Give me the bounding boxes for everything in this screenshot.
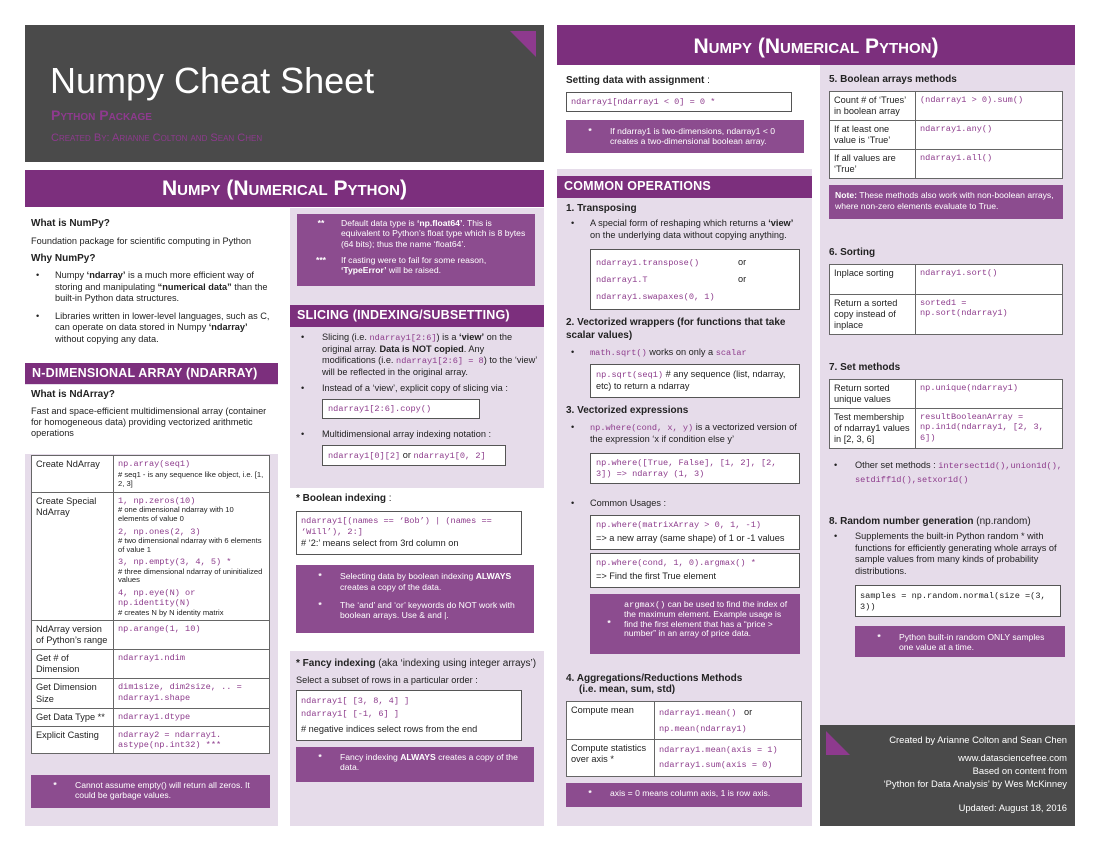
where-desc: • np.where(cond, x, y) is a vectorized version of the expression ‘x if condition else y’ <box>566 422 803 445</box>
multidim-code: ndarray1[0][2] or ndarray1[0, 2] <box>322 445 506 466</box>
set-methods-table <box>829 379 1063 449</box>
slicing-heading: SLICING (INDEXING/SUBSETTING) <box>290 305 544 327</box>
usage-2: np.where(cond, 1, 0).argmax() * => Find the first True element <box>590 553 800 588</box>
random-code: samples = np.random.normal(size =(3, 3)) <box>855 585 1061 617</box>
random-note: * Python built-in random ONLY samples one value at a time. <box>855 626 1065 657</box>
axis-note: * axis = 0 means column axis, 1 is row axis. <box>566 783 802 807</box>
sorting-table <box>829 264 1063 335</box>
vectorized-expr-heading: 3. Vectorized expressions <box>566 405 689 416</box>
aggregations-heading: 4. Aggregations/Reductions Methods <box>566 673 743 684</box>
vectorized-wrappers-block <box>557 317 812 398</box>
aggregations-sub: (i.e. mean, sum, std) <box>579 684 676 695</box>
wrappers-desc: • math.sqrt() works on only a scalar <box>566 347 803 359</box>
page-creators: Created By: Arianne Colton and Sean Chen <box>51 132 263 144</box>
footer-based: Based on content from <box>972 765 1067 777</box>
set-methods-block <box>820 362 1075 486</box>
boolean-methods-table <box>829 91 1063 179</box>
section-banner-right: Numpy (Numerical Python) <box>557 25 1075 65</box>
table-row: Create NdArray np.array(seq1) # seq1 - is any sequence like object, i.e. [1, 2, 3] <box>32 456 270 493</box>
table-row: Compute statistics over axis * ndarray1.mean(axis = 1) ndarray1.sum(axis = 0) <box>567 740 802 776</box>
slicing-copy-code: ndarray1[2:6].copy() <box>322 399 480 419</box>
nd-array-answer: Fast and space-efficient multidimensional array (container for homogeneous data) providing vectorized arithmetic operations <box>31 406 267 439</box>
what-is-heading: What is NumPy? <box>31 218 110 229</box>
other-set-methods: • Other set methods : intersect1d(),union1d(), setdiff1d(),setxor1d() <box>829 459 1066 486</box>
what-is-block <box>25 208 278 366</box>
footer-updated: Updated: August 18, 2016 <box>958 801 1067 813</box>
table-row: Get Data Type ** ndarray1.dtype <box>32 708 270 726</box>
nd-array-question: What is NdArray? <box>31 389 115 400</box>
aggregations-block <box>557 673 812 807</box>
transposing-desc: • A special form of reshaping which returns a ‘view’ on the underlying data without copying anything. <box>566 218 803 241</box>
footer-created: Created by Arianne Colton and Sean Chen <box>889 734 1067 745</box>
setting-data-code: ndarray1[ndarray1 < 0] = 0 * <box>566 92 792 112</box>
aggregations-table <box>566 701 802 777</box>
footer-arrow-icon <box>826 731 850 755</box>
boolean-notes: * Selecting data by boolean indexing ALWAYS creates a copy of the data. * The ‘and’ and ‘or’ keywords do NOT work with boolean arrays. Use & and |. <box>296 565 534 633</box>
table-row: Test membership of ndarray1 values in [2, 3, 6] resultBooleanArray = np.in1d(ndarray1, [2, 3, 6]) <box>830 409 1063 449</box>
fancy-indexing-desc: Select a subset of rows in a particular order : <box>296 675 478 685</box>
vectorized-wrappers-heading: 2. Vectorized wrappers (for functions that take scalar values) <box>566 317 786 341</box>
fancy-indexing-block: * Fancy indexing (aka ‘indexing using integer arrays’) Select a subset of rows in a particular order : ndarray1[ [3, 8, 4] ] ndarray1[ [-1, 6] ] # negative indices select rows from the end * Fancy indexing ALWAYS creates a copy of the data. <box>290 652 544 782</box>
transposing-block <box>557 199 812 310</box>
usage-1: np.where(matrixArray > 0, 1, -1) => a new array (same shape) of 1 or -1 values <box>590 515 800 550</box>
argmax-note: * argmax() can be used to find the index of the maximum element. Example usage is find the first element that has a “price > number” in an array of price data. <box>590 594 800 654</box>
setting-data-heading: Setting data with assignment <box>566 75 705 86</box>
fancy-note: * Fancy indexing ALWAYS creates a copy of the data. <box>296 747 534 782</box>
page-title: Numpy Cheat Sheet <box>50 60 375 101</box>
table-row: If all values are ‘True’ ndarray1.all() <box>830 150 1063 179</box>
table-row: Inplace sorting ndarray1.sort() <box>830 265 1063 295</box>
common-ops-heading: COMMON OPERATIONS <box>557 176 812 198</box>
table-row: If at least one value is ‘True’ ndarray1.any() <box>830 121 1063 150</box>
table-row: Explicit Casting ndarray2 = ndarray1. astype(np.int32) *** <box>32 726 270 754</box>
table-row: NdArray version of Python’s range np.arange(1, 10) <box>32 621 270 650</box>
nd-array-heading: N-DIMENSIONAL ARRAY (NDARRAY) <box>25 363 278 384</box>
corner-arrow-icon <box>510 31 536 57</box>
nd-array-block <box>25 385 278 454</box>
random-block: 8. Random number generation (np.random) • Supplements the built-in Python random * with functions for efficiently generating whole arrays of sample values from many kinds of probability distributions. samples = np.random.normal(size =(3, 3)) * Python built-in random ONLY samples one value at a time. <box>820 516 1075 657</box>
table-row: Return a sorted copy instead of inplace sorted1 = np.sort(ndarray1) <box>830 295 1063 335</box>
why-heading: Why NumPy? <box>31 253 96 265</box>
sorting-block <box>820 247 1075 335</box>
boolean-code-box: ndarray1[(names == ‘Bob’) | (names == ‘Will’), 2:] # ‘2:’ means select from 3rd column on <box>296 511 522 555</box>
where-code: np.where([True, False], [1, 2], [2, 3]) => ndarray (1, 3) <box>590 453 800 484</box>
footer-panel <box>820 725 1075 826</box>
empty-note: * Cannot assume empty() will return all zeros. It could be garbage values. <box>31 775 270 808</box>
transposing-heading: 1. Transposing <box>566 203 637 214</box>
setting-data-note: * If ndarray1 is two-dimensions, ndarray1 < 0 creates a two-dimensional boolean array. <box>566 120 804 153</box>
boolean-methods-block <box>820 70 1075 219</box>
why-item-1: • Numpy ‘ndarray’ is a much more efficient way of storing and manipulating “numerical data” than the built-in Python data structures. <box>31 270 272 305</box>
slicing-block <box>290 328 544 480</box>
vectorized-expr-block <box>557 405 812 654</box>
slicing-item-1: • Slicing (i.e. ndarray1[2:6]) is a ‘view’ on the original array. Data is NOT copied. Any modifications (i.e. ndarray1[2:6] = 8) to the ‘view’ will be reflected in the original array. <box>296 332 540 378</box>
fancy-indexing-heading: * Fancy indexing <box>296 658 376 669</box>
table-row: Create Special NdArray 1, np.zeros(10) # one dimensional ndarray with 10 elements of value 0 2, np.ones(2, 3) # two dimensional ndarray with 6 elements of value 1 3, np.empty(3, 4, 5) * # three dimensional ndarray of uninitialized values 4, np.eye(N) or np.identity(N) # creates N by N identity matrix <box>32 492 270 621</box>
table-row: Count # of ‘Trues’ in boolean array (ndarray1 > 0).sum() <box>830 92 1063 121</box>
section-banner-left: Numpy (Numerical Python) <box>25 170 544 207</box>
boolean-indexing-heading: * Boolean indexing <box>296 493 387 504</box>
fancy-code-box: ndarray1[ [3, 8, 4] ] ndarray1[ [-1, 6] ] # negative indices select rows from the end <box>296 690 522 741</box>
table-row: Get Dimension Size dim1size, dim2size, .. = ndarray1.shape <box>32 679 270 708</box>
nd-array-table <box>31 455 270 754</box>
boolean-methods-heading: 5. Boolean arrays methods <box>829 74 957 85</box>
footer-book: ‘Python for Data Analysis’ by Wes McKinney <box>883 778 1067 790</box>
table-row: Return sorted unique values np.unique(ndarray1) <box>830 380 1063 409</box>
setting-data-block: Setting data with assignment : ndarray1[ndarray1 < 0] = 0 * * If ndarray1 is two-dimensions, ndarray1 < 0 creates a two-dimensional boolean array. <box>557 65 812 169</box>
transposing-code: ndarray1.transpose() or ndarray1.T or ndarray1.swapaxes(0, 1) <box>590 249 800 310</box>
boolean-methods-note: Note: These methods also work with non-boolean arrays, where non-zero elements evaluate to True. <box>829 185 1063 219</box>
set-methods-heading: 7. Set methods <box>829 362 901 373</box>
table-row: Compute mean ndarray1.mean() or np.mean(ndarray1) <box>567 702 802 740</box>
footer-site: www.datasciencefree.com <box>958 752 1067 764</box>
table-row: Get # of Dimension ndarray1.ndim <box>32 650 270 679</box>
page-subtitle: Python Package <box>51 107 152 123</box>
random-desc: • Supplements the built-in Python random * with functions for efficiently generating whole arrays of sample values from many kinds of probability distributions. <box>829 531 1066 577</box>
sqrt-code: np.sqrt(seq1) # any sequence (list, ndarray, etc) to return a ndarray <box>590 364 800 398</box>
dtype-notes: ** Default data type is ‘np.float64’. This is equivalent to Python’s float type which is 8 bytes (64 bits); thus the name ‘float64’. *** If casting were to fail for some reason, ‘TypeError’ will be raised. <box>297 214 535 286</box>
why-item-2: • Libraries written in lower-level languages, such as C, can operate on data stored in Numpy ‘ndarray’ without copying any data. <box>31 311 272 346</box>
what-is-answer: Foundation package for scientific computing in Python <box>31 236 252 246</box>
why-list <box>31 270 272 345</box>
sorting-heading: 6. Sorting <box>829 247 876 258</box>
boolean-indexing-block: * Boolean indexing : ndarray1[(names == ‘Bob’) | (names == ‘Will’), 2:] # ‘2:’ means select from 3rd column on * Selecting data by boolean indexing ALWAYS creates a copy of the data. * The ‘and’ and ‘or’ keywords do NOT work with boolean arrays. Use & and |. <box>290 488 544 651</box>
random-heading: 8. Random number generation <box>829 516 974 527</box>
common-usages-label: • Common Usages : <box>566 498 803 510</box>
header-panel <box>25 25 544 162</box>
slicing-item-2: • Instead of a ‘view’, explicit copy of slicing via : <box>296 383 540 395</box>
slicing-item-3: • Multidimensional array indexing notation : <box>296 429 540 441</box>
